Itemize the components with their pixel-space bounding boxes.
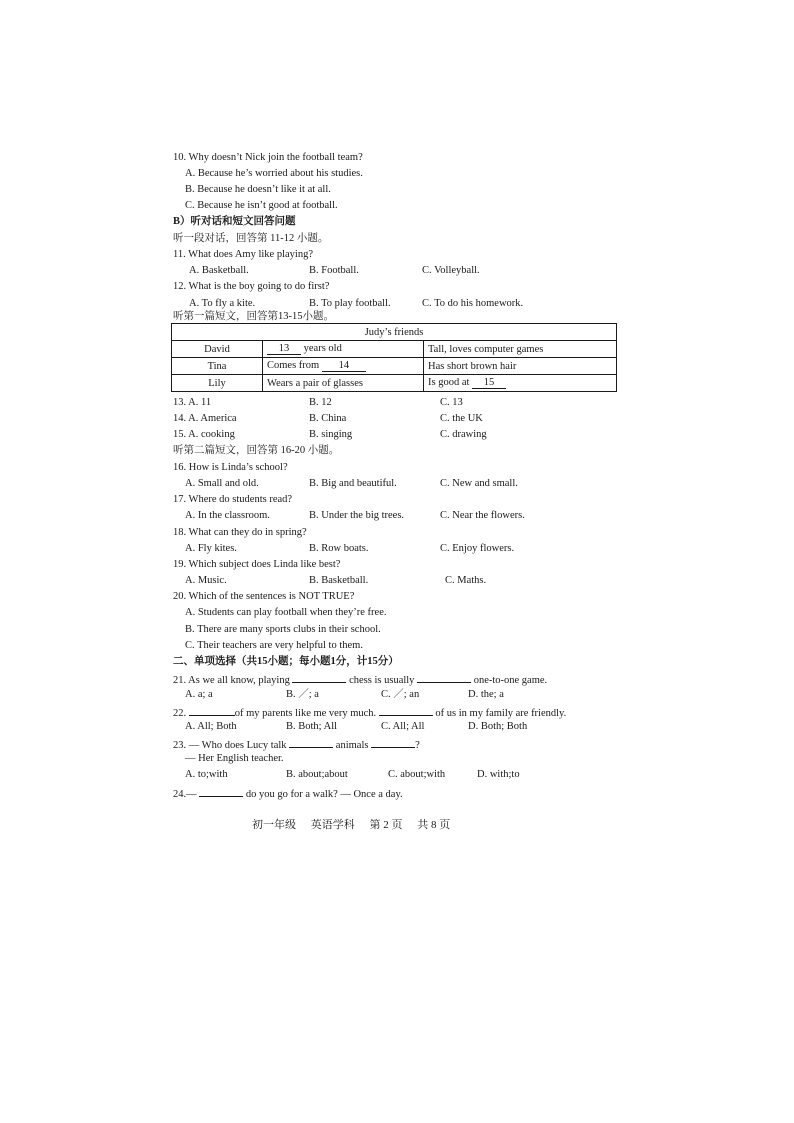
question-19-option-b: B. Basketball. (309, 575, 369, 586)
judys-friends-table (171, 323, 617, 392)
stem-text: one-to-one game. (473, 675, 548, 686)
question-23-option-c: C. about;with (388, 769, 446, 780)
cell-text: Wears a pair of glasses (267, 377, 363, 389)
answer-blank (379, 704, 433, 716)
question-22-option-a: A. All; Both (185, 721, 237, 732)
passage-1-instruction: 听第一篇短文，回答第13-15小题。 (173, 311, 334, 322)
question-21-option-c: C. ／; an (381, 689, 420, 700)
answer-blank (292, 671, 346, 683)
question-24-stem (173, 785, 403, 802)
question-23-option-a: A. to;with (185, 769, 228, 780)
section-2-title: 二、单项选择（共15小题；每小题1分，计15分） (173, 656, 399, 667)
stem-text: ? (415, 740, 420, 751)
table-cell-name: Lily (172, 375, 263, 392)
cell-text: Has short brown hair (428, 360, 517, 372)
question-18-option-b: B. Row boats. (309, 543, 369, 554)
cell-text: Tall, loves computer games (428, 343, 544, 355)
table-title-row (172, 324, 617, 341)
footer-page-total: 共 8 页 (417, 819, 451, 831)
question-20-option-c: C. Their teachers are very helpful to them. (185, 640, 363, 651)
table-cell-detail-2 (424, 375, 617, 392)
question-12-option-c: C. To do his homework. (422, 298, 524, 309)
table-cell-detail-1 (263, 358, 424, 375)
answer-blank (189, 704, 235, 716)
stem-text: of us in my family are friendly. (435, 708, 567, 719)
question-11-option-a: A. Basketball. (189, 265, 249, 276)
stem-text: chess is usually (349, 675, 415, 686)
blank-number: 13 (278, 343, 290, 354)
question-16-option-a: A. Small and old. (185, 478, 259, 489)
question-12-option-a: A. To fly a kite. (189, 298, 256, 309)
question-22-option-c: C. All; All (381, 721, 425, 732)
question-16-option-c: C. New and small. (440, 478, 518, 489)
question-22-option-d: D. Both; Both (468, 721, 528, 732)
question-23-option-b: B. about;about (286, 769, 348, 780)
question-11-option-b: B. Football. (309, 265, 359, 276)
blank-13 (267, 343, 301, 355)
table-cell-detail-1 (263, 341, 424, 358)
table-cell-detail-2 (424, 341, 617, 358)
table-row (172, 358, 617, 375)
cell-text: Comes from (267, 360, 320, 371)
passage-2-instruction: 听第二篇短文，回答第 16-20 小题。 (173, 445, 340, 456)
table-cell-detail-2 (424, 358, 617, 375)
question-13-option-b: B. 12 (309, 397, 332, 408)
question-20-stem: 20. Which of the sentences is NOT TRUE? (173, 591, 355, 602)
stem-text: do you go for a walk? — Once a day. (245, 789, 403, 800)
stem-text: 23. — Who does Lucy talk (173, 740, 287, 751)
question-22-stem (173, 704, 566, 721)
section-b-title: B）听对话和短文回答问题 (173, 216, 296, 227)
question-14-option-c: C. the UK (440, 413, 483, 424)
dialogue-instruction: 听一段对话，回答第 11-12 小题。 (173, 233, 329, 244)
table-title: Judy’s friends (172, 324, 617, 341)
stem-text: animals (335, 740, 369, 751)
question-17-stem: 17. Where do students read? (173, 494, 293, 505)
table-cell-detail-1 (263, 375, 424, 392)
question-15-option-c: C. drawing (440, 429, 487, 440)
question-23-option-d: D. with;to (477, 769, 520, 780)
question-10-option-a: A. Because he’s worried about his studies. (185, 168, 363, 179)
question-16-option-b: B. Big and beautiful. (309, 478, 397, 489)
question-21-option-d: D. the; a (468, 689, 504, 700)
question-18-option-c: C. Enjoy flowers. (440, 543, 515, 554)
question-17-option-b: B. Under the big trees. (309, 510, 405, 521)
question-12-option-b: B. To play football. (309, 298, 391, 309)
question-18-stem: 18. What can they do in spring? (173, 527, 307, 538)
stem-text: 24.— (173, 789, 197, 800)
cell-text: Is good at (428, 377, 470, 388)
stem-text: 21. As we all know, playing (173, 675, 290, 686)
footer-subject: 英语学科 (310, 819, 355, 831)
question-19-stem: 19. Which subject does Linda like best? (173, 559, 341, 570)
question-21-stem (173, 671, 547, 688)
question-10-option-b: B. Because he doesn’t like it at all. (185, 184, 331, 195)
question-19-option-a: A. Music. (185, 575, 227, 586)
question-11-option-c: C. Volleyball. (422, 265, 480, 276)
question-23-reply: — Her English teacher. (185, 753, 284, 764)
blank-number: 14 (338, 360, 350, 371)
table-row (172, 341, 617, 358)
question-21-option-a: A. a; a (185, 689, 213, 700)
blank-14 (322, 360, 366, 372)
question-17-option-c: C. Near the flowers. (440, 510, 525, 521)
answer-blank (417, 671, 471, 683)
blank-15 (472, 377, 506, 389)
stem-text: 22. (173, 708, 187, 719)
answer-blank (289, 736, 333, 748)
question-11-stem: 11. What does Amy like playing? (173, 249, 313, 260)
question-10-stem: 10. Why doesn’t Nick join the football team? (173, 152, 363, 163)
question-19-option-c: C. Maths. (445, 575, 487, 586)
footer-grade: 初一年级 (252, 819, 296, 831)
question-20-option-a: A. Students can play football when they’re free. (185, 607, 387, 618)
question-23-stem (173, 736, 420, 753)
question-18-option-a: A. Fly kites. (185, 543, 237, 554)
cell-text: years old (303, 343, 342, 354)
footer-page-number: 第 2 页 (369, 819, 403, 831)
answer-blank (371, 736, 415, 748)
table-row (172, 375, 617, 392)
question-15-option-a: 15. A. cooking (173, 429, 235, 440)
question-14-option-b: B. China (309, 413, 347, 424)
question-12-stem: 12. What is the boy going to do first? (173, 281, 330, 292)
question-13-option-a: 13. A. 11 (173, 397, 212, 408)
table-cell-name: David (172, 341, 263, 358)
blank-number: 15 (483, 377, 495, 388)
answer-blank (199, 785, 243, 797)
question-22-option-b: B. Both; All (286, 721, 338, 732)
question-17-option-a: A. In the classroom. (185, 510, 270, 521)
question-15-option-b: B. singing (309, 429, 353, 440)
question-21-option-b: B. ／; a (286, 689, 319, 700)
question-13-option-c: C. 13 (440, 397, 463, 408)
question-20-option-b: B. There are many sports clubs in their school. (185, 624, 381, 635)
stem-text: of my parents like me very much. (234, 708, 377, 719)
question-16-stem: 16. How is Linda’s school? (173, 462, 288, 473)
question-14-option-a: 14. A. America (173, 413, 237, 424)
page-footer (252, 816, 462, 832)
table-cell-name: Tina (172, 358, 263, 375)
question-10-option-c: C. Because he isn’t good at football. (185, 200, 338, 211)
